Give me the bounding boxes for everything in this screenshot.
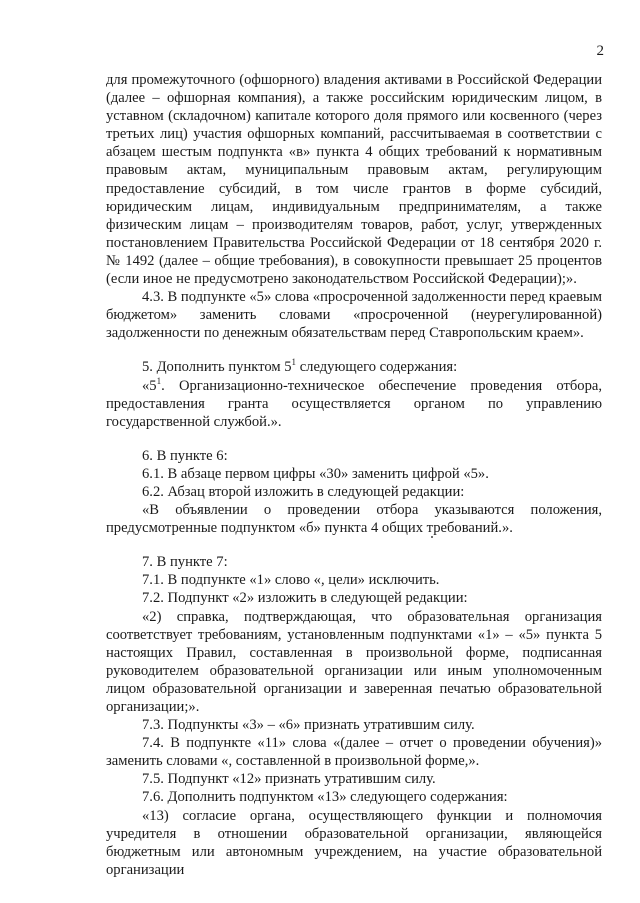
paragraph-5 bbox=[106, 358, 602, 376]
paragraph-6-2-quote: «В объявлении о проведении отбора указываются положения, предусмотренные подпунктом «б» пункта 4 общих требований.». bbox=[106, 502, 602, 537]
paragraph-5-text: 5. Дополнить пунктом 5 bbox=[142, 359, 292, 376]
paragraph-offshore-definition: для промежуточного (офшорного) владения активами в Российской Федерации (далее – офшорная компания), а также российским юридическим лицом, в уставном (складочном) капитале которого доля прямого или косвенного (через третьих лиц) участия офшорных компаний, рассчитываемая в соответствии с абзацем шестым подпункта «в» пункта 4 общих требований к нормативным правовым актам, муниципальным правовым актам, регулирующим предоставление субсидий, в том числе грантов в форме субсидий, юридическим лицам, индивидуальным предпринимателям, а также физическим лицам – производителям товаров, работ, услуг, утвержденных постановлением Правительства Российской Федерации от 18 сентября 2020 г. № 1492 (далее – общие требования), в совокупности превышает 25 процентов (если иное не предусмотрено законодательством Российской Федерации);». bbox=[106, 72, 602, 288]
paragraph-4-3: 4.3. В подпункте «5» слова «просроченной задолженности перед краевым бюджетом» заменить словами «просроченной (неурегулированной) задолженности по денежным обязательствам перед Ставропольским краем». bbox=[106, 289, 602, 342]
page-number: 2 bbox=[596, 43, 604, 59]
paragraph-7-6-quote: «13) согласие органа, осуществляющего функции и полномочия учредителя в отношении образовательной организации, являющейся бюджетным или автономным учреждением, на участие образовательной организации bbox=[106, 807, 602, 878]
paragraph-7-4: 7.4. В подпункте «11» слова «(далее – отчет о проведении обучения)» заменить словами «, составленной в произвольной форме,». bbox=[106, 735, 602, 770]
paragraph-5-1-quote-start: «5 bbox=[142, 377, 157, 394]
paragraph-5-1-quote bbox=[106, 377, 602, 431]
paragraph-5-1-quote-text: . Организационно-техническое обеспечение проведения отбора, предоставления гранта осуществляется органом по управлению государственной службой.». bbox=[106, 377, 602, 430]
paragraph-6-2: 6.2. Абзац второй изложить в следующей редакции: bbox=[142, 483, 465, 500]
paragraph-7-1: 7.1. В подпункте «1» слово «, цели» исключить. bbox=[142, 572, 440, 589]
paragraph-gap bbox=[106, 342, 602, 358]
paragraph-gap bbox=[106, 537, 602, 553]
paragraph-5-text-end: следующего содержания: bbox=[296, 359, 458, 376]
superscript: 1 bbox=[156, 375, 162, 386]
paragraph-7-3: 7.3. Подпункты «3» – «6» признать утратившим силу. bbox=[142, 717, 475, 734]
paragraph-7-5: 7.5. Подпункт «12» признать утратившим силу. bbox=[142, 771, 436, 788]
paragraph-gap bbox=[106, 431, 602, 447]
paragraph-7-2: 7.2. Подпункт «2» изложить в следующей редакции: bbox=[142, 590, 468, 607]
paragraph-6-1: 6.1. В абзаце первом цифры «30» заменить цифрой «5». bbox=[142, 465, 489, 482]
scan-speck bbox=[431, 536, 433, 538]
paragraph-7-2-quote: «2) справка, подтверждающая, что образовательная организация соответствует требованиям, установленным подпунктами «1» – «5» пункта 5 настоящих Правил, составленная в произвольной форме, подписанная руководителем образовательной организации или иным уполномоченным лицом образовательной организации и заверенная печатью образовательной организации;». bbox=[106, 608, 602, 715]
paragraph-7: 7. В пункте 7: bbox=[142, 554, 228, 571]
paragraph-7-6: 7.6. Дополнить подпунктом «13» следующего содержания: bbox=[142, 789, 508, 806]
paragraph-6: 6. В пункте 6: bbox=[142, 447, 228, 464]
document-body bbox=[106, 71, 602, 879]
superscript: 1 bbox=[291, 357, 297, 368]
